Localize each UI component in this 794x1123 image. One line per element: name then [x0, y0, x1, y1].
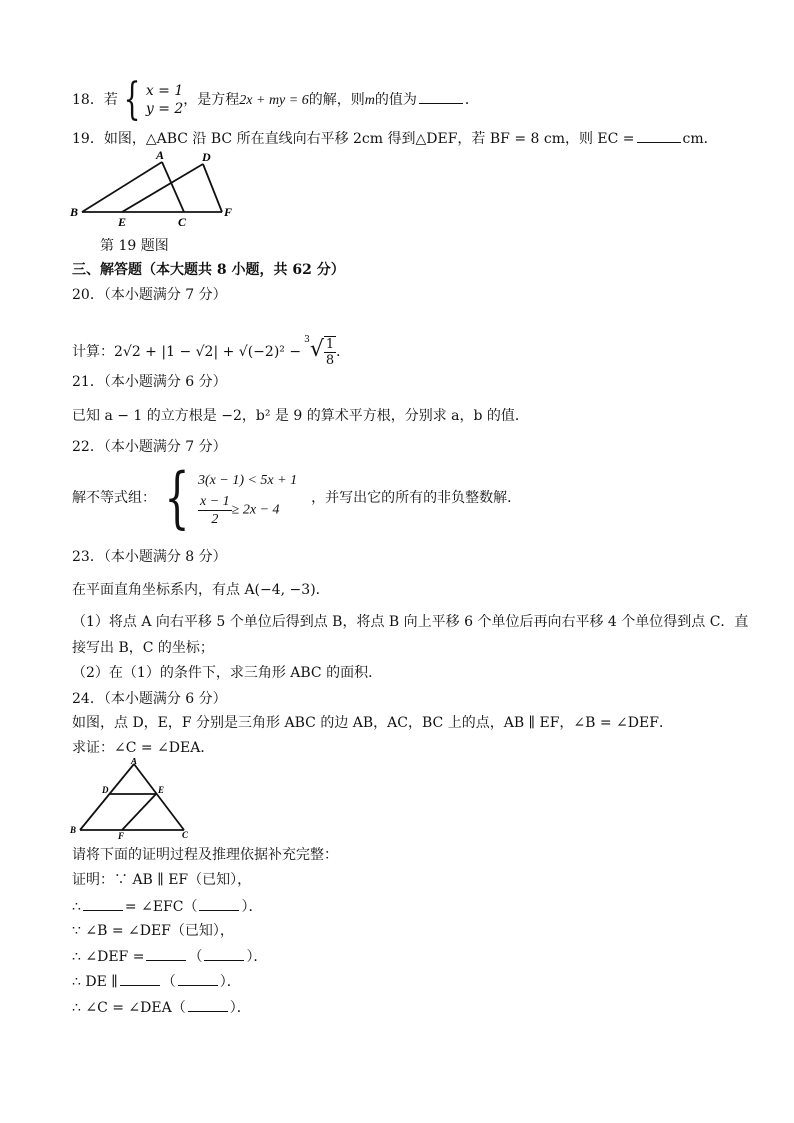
- q24-step2-therefore: ∴: [72, 899, 81, 915]
- q24-step2-mid: = ∠EFC（: [124, 899, 198, 915]
- q20-fraction: [324, 336, 336, 368]
- q18-equation: 2x + my = 6: [239, 93, 309, 108]
- q18-mid: ，是方程: [183, 92, 240, 108]
- q24-label-e: E: [158, 785, 165, 795]
- q24-step5-mid: （: [161, 974, 176, 990]
- q24-figure: [66, 758, 196, 840]
- q20-frac-den: 8: [325, 353, 335, 368]
- q24-step5-start: ∴ DE ∥: [72, 974, 118, 990]
- q23-part2: （2）在（1）的条件下，求三角形 ABC 的面积．: [72, 665, 383, 681]
- q22-frac-num: x − 1: [200, 493, 230, 509]
- q24-step3: ∵ ∠B = ∠DEF（已知），: [72, 923, 234, 939]
- q24-prove: 求证：∠C = ∠DEA．: [72, 740, 215, 756]
- q24-step4: [72, 946, 267, 967]
- q24-label-f: F: [118, 831, 125, 840]
- q24-step6-start: ∴ ∠C = ∠DEA（: [72, 1000, 186, 1016]
- q22-ineq2-rhs: ≥ 2x − 4: [231, 502, 280, 517]
- q24-step5-end: ）．: [219, 974, 241, 990]
- q18-answer-blank[interactable]: [419, 89, 463, 104]
- q18-var: m: [364, 93, 375, 108]
- q19-caption: 第 19 题图: [100, 238, 169, 254]
- q19-label-e: E: [118, 215, 127, 228]
- q19-label-c: C: [178, 215, 187, 228]
- q18-sys-line1: x = 1: [145, 83, 184, 99]
- q24-step4-blank2[interactable]: [204, 946, 244, 961]
- q21-text: 已知 a − 1 的立方根是 −2，b² 是 9 的算术平方根，分别求 a，b 的值．: [72, 408, 529, 424]
- q18-pre: 若: [103, 92, 118, 108]
- section-title: 三、解答题（本大题共 8 小题，共 62 分）: [72, 262, 345, 278]
- q19-unit: cm．: [682, 131, 718, 147]
- q19-answer-blank[interactable]: [637, 128, 681, 143]
- q22-brace: {: [164, 459, 190, 536]
- q22-tail: ，并写出它的所有的非负整数解．: [311, 490, 522, 506]
- q18-system: [146, 82, 183, 118]
- q20-label: 计算：: [72, 344, 114, 360]
- q22-frac-den: 2: [211, 511, 219, 527]
- q22-system: [198, 469, 297, 528]
- q23-part1b: 接写出 B，C 的坐标；: [72, 640, 214, 656]
- q19-number: 19．: [72, 131, 104, 147]
- q19-text: 如图，△ABC 沿 BC 所在直线向右平移 2cm 得到△DEF，若 BF = 8 cm，则 EC =: [103, 131, 635, 147]
- q22-head: 22．（本小题满分 7 分）: [72, 439, 227, 455]
- q22-fraction: [198, 493, 232, 528]
- q24-step2-end: ）．: [241, 899, 263, 915]
- q20-line: [72, 322, 350, 370]
- q24-step4-start: ∴ ∠DEF =: [72, 949, 145, 965]
- q23-intro: 在平面直角坐标系内，有点 A(−4, −3)．: [72, 582, 330, 598]
- q20-frac-num: 1: [325, 337, 335, 352]
- q24-step5: [72, 971, 241, 992]
- q19-label-b: B: [70, 205, 79, 219]
- q19-label-a: A: [156, 148, 165, 162]
- q18-brace: {: [123, 74, 141, 125]
- q22-line: [72, 459, 522, 536]
- q22-ineq2: [198, 493, 297, 528]
- q24-step1: 证明：∵ AB ∥ EF（已知），: [72, 872, 252, 888]
- q24-label-c: C: [182, 830, 189, 840]
- q24-label-a: A: [131, 758, 138, 766]
- q19-label-f: F: [224, 205, 233, 219]
- q24-step2-blank1[interactable]: [83, 896, 123, 911]
- q24-given: 如图，点 D，E，F 分别是三角形 ABC 的边 AB，AC，BC 上的点，AB ∥ EF，∠B = ∠DEF．: [72, 715, 673, 731]
- q19-label-d: D: [202, 150, 211, 164]
- q24-step6: [72, 997, 251, 1018]
- q18-line: [72, 74, 479, 125]
- q18-end: 的值为: [374, 92, 417, 108]
- q24-step5-blank1[interactable]: [120, 971, 160, 986]
- q20-expr: 2√2 + |1 − √2| + √(−2)² −: [114, 344, 302, 360]
- q23-part1a: （1）将点 A 向右平移 5 个单位后得到点 B，将点 B 向上平移 6 个单位后再向右平移 4 个单位得到点 C．直: [72, 614, 749, 630]
- q24-step5-blank2[interactable]: [178, 971, 218, 986]
- q18-post: 的解，则: [308, 92, 365, 108]
- q20-cbrt-index: 3: [304, 335, 310, 345]
- q21-head: 21．（本小题满分 6 分）: [72, 374, 227, 390]
- q20-head: 20．（本小题满分 7 分）: [72, 287, 227, 303]
- q22-label: 解不等式组：: [72, 490, 156, 506]
- q24-label-b: B: [70, 825, 77, 835]
- q24-step2: [72, 896, 262, 917]
- q20-radical-icon: √: [309, 337, 324, 362]
- q24-label-d: D: [102, 785, 109, 795]
- q24-step6-end: ）．: [229, 1000, 251, 1016]
- q24-step2-blank2[interactable]: [199, 896, 239, 911]
- q24-step6-blank[interactable]: [188, 997, 228, 1012]
- q18-number: 18．: [72, 92, 104, 108]
- q24-step4-blank1[interactable]: [146, 946, 186, 961]
- q23-head: 23．（本小题满分 8 分）: [72, 549, 227, 565]
- q24-step4-mid: （: [188, 949, 203, 965]
- q18-sys-line2: y = 2: [145, 101, 184, 117]
- q19-figure: [66, 146, 246, 228]
- q22-ineq1: 3(x − 1) < 5x + 1: [198, 472, 298, 488]
- q20-end: ．: [336, 344, 351, 360]
- q24-instruction: 请将下面的证明过程及推理依据补充完整：: [72, 847, 338, 863]
- q24-step4-end: ）．: [246, 949, 268, 965]
- q18-period: ．: [464, 92, 479, 108]
- q24-head: 24．（本小题满分 6 分）: [72, 691, 227, 707]
